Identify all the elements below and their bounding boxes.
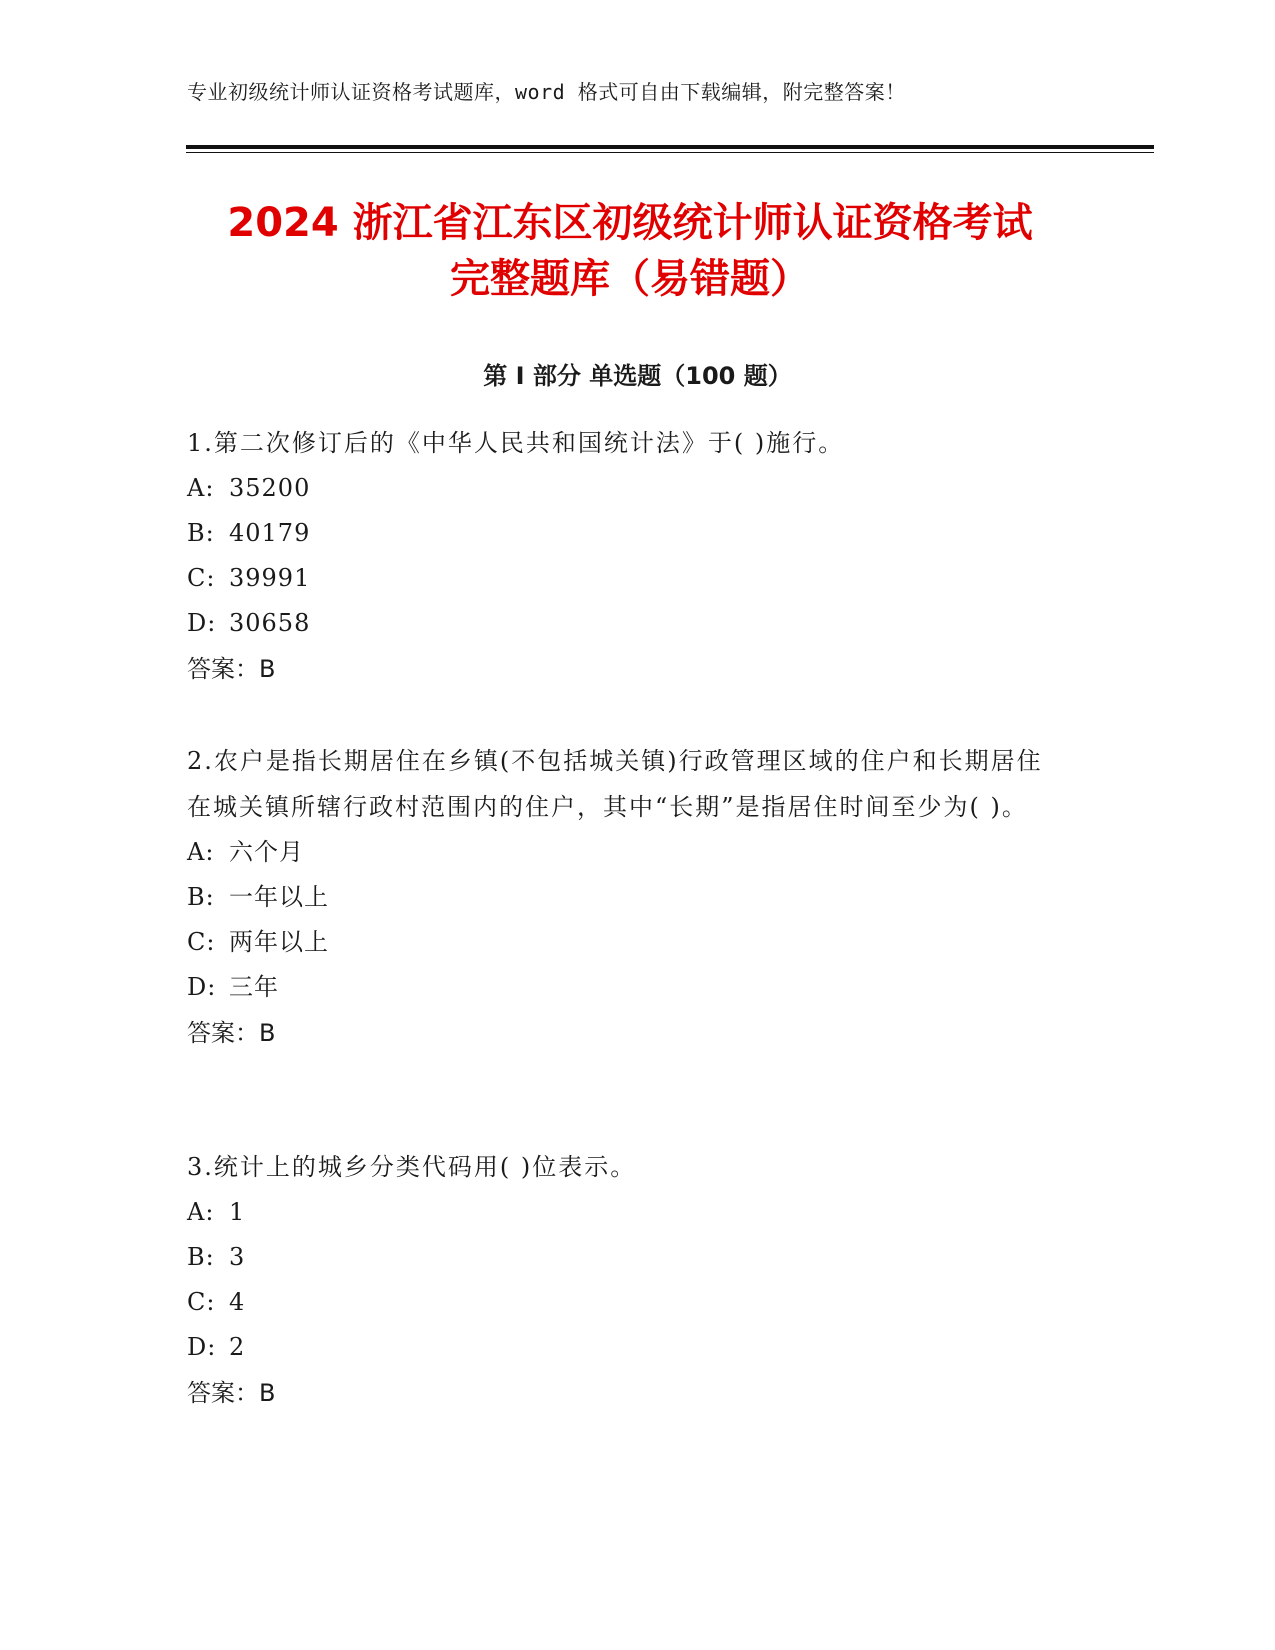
option-text: 两年以上 xyxy=(229,928,329,956)
question-text: 1.第二次修订后的《中华人民共和国统计法》于( )施行。 xyxy=(187,429,845,457)
question-3 xyxy=(187,1144,1067,1416)
header-divider-thin xyxy=(186,152,1154,153)
option-a xyxy=(187,466,1067,511)
option-b xyxy=(187,511,1067,556)
answer: 答案：B xyxy=(187,1379,276,1407)
title-line-2: 完整题库（易错题） xyxy=(450,256,810,302)
option-letter: A: xyxy=(187,838,215,866)
option-letter: D: xyxy=(187,973,217,1001)
option-a xyxy=(187,1190,1067,1235)
answer: 答案：B xyxy=(187,655,276,683)
question-text: 3.统计上的城乡分类代码用( )位表示。 xyxy=(187,1153,637,1181)
option-d xyxy=(187,1325,1067,1370)
answer: 答案：B xyxy=(187,1019,276,1047)
option-letter: C: xyxy=(187,564,216,592)
question-1 xyxy=(187,420,1067,692)
option-text: 4 xyxy=(229,1288,246,1316)
option-text: 一年以上 xyxy=(229,883,329,911)
option-letter: C: xyxy=(187,1288,216,1316)
header-note: 专业初级统计师认证资格考试题库，word 格式可自由下载编辑，附完整答案！ xyxy=(187,80,906,104)
option-text: 35200 xyxy=(229,474,311,502)
option-letter: B: xyxy=(187,519,215,547)
option-text: 39991 xyxy=(229,564,311,592)
option-letter: B: xyxy=(187,1243,215,1271)
option-letter: A: xyxy=(187,474,215,502)
option-letter: A: xyxy=(187,1198,215,1226)
header-divider-thick xyxy=(186,145,1154,149)
option-letter: D: xyxy=(187,609,217,637)
option-letter: D: xyxy=(187,1333,217,1361)
question-text: 2.农户是指长期居住在乡镇(不包括城关镇)行政管理区域的住户和长期居住在城关镇所辖行政村范围内的住户，其中“长期”是指居住时间至少为( )。 xyxy=(187,747,1043,821)
option-letter: B: xyxy=(187,883,215,911)
option-c xyxy=(187,1280,1067,1325)
option-text: 30658 xyxy=(229,609,311,637)
option-d xyxy=(187,965,1067,1010)
option-letter: C: xyxy=(187,928,216,956)
option-c xyxy=(187,920,1067,965)
option-text: 40179 xyxy=(229,519,311,547)
option-text: 2 xyxy=(229,1333,246,1361)
option-d xyxy=(187,601,1067,646)
option-text: 1 xyxy=(229,1198,246,1226)
option-b xyxy=(187,1235,1067,1280)
option-a xyxy=(187,830,1067,875)
document-title xyxy=(180,195,1080,307)
option-c xyxy=(187,556,1067,601)
option-b xyxy=(187,875,1067,920)
option-text: 六个月 xyxy=(229,838,304,866)
option-text: 三年 xyxy=(229,973,279,1001)
title-line-1: 2024 浙江省江东区初级统计师认证资格考试 xyxy=(227,200,1033,246)
section-heading: 第 I 部分 单选题（100 题） xyxy=(483,362,792,390)
option-text: 3 xyxy=(229,1243,246,1271)
question-2 xyxy=(187,738,1067,1056)
